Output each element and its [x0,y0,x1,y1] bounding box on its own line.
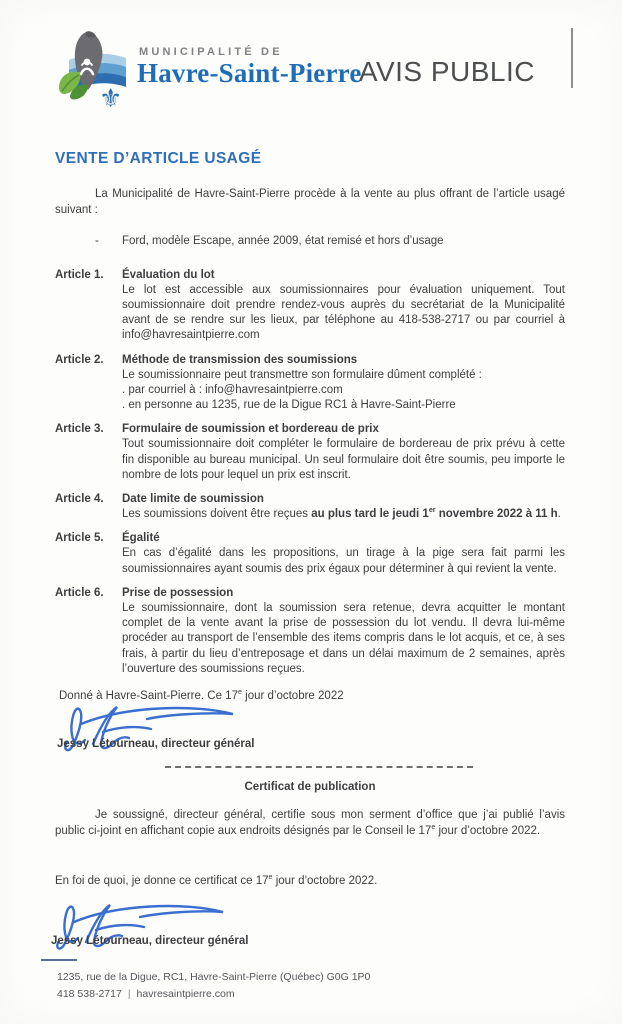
article-label: Article 3. [55,423,104,436]
article-2 [55,353,565,414]
notice-title: VENTE D’ARTICLE USAGÉ [55,150,262,167]
deadline-bold-part1: au plus tard le jeudi 1 [311,508,429,521]
article-body-line: . en personne au 1235, rue de la Digue RC1 à Havre-Saint-Pierre [122,399,456,412]
article-5 [55,531,565,577]
article-body: Le lot est accessible aux soumissionnaires pour évaluation uniquement. Tout soumissionnaire doit prendre rendez-vous auprès du secrétariat de la Municipalité avant de se rendre sur les lieux, par téléphone au 418-538-2717 ou par courriel à info@havresaintpierre.com [122,283,565,342]
article-3 [55,422,565,483]
footer-phone: 418 538-2717 [57,987,122,1000]
article-heading: Date limite de soumission [122,492,264,505]
item-bullet-line [55,235,565,247]
closing-text-end: jour d’octobre 2022. [272,875,378,888]
signatory-name: Jessy Létourneau, directeur général [51,935,249,948]
article-body: Le soumissionnaire, dont la soumission sera retenue, devra acquitter le montant complet de la vente avant la prise de possession du lot vendu. Il devra lui-même procéder au transport de l’ensemble des items compris dans le lot acquis, et ce, à ses frais, à partir du lieu d’entreposage et dans un délai maximum de 2 semaines, après l’ouverture des soumissions reçues. [122,601,565,675]
footer-website: havresaintpierre.com [136,987,235,1000]
given-at-line [59,690,565,702]
closing-superscript: e [268,873,273,882]
article-label: Article 4. [55,492,104,505]
given-superscript: e [237,688,242,697]
logo-wordmark [137,30,362,87]
deadline-period: . [557,508,561,521]
certificate-text: Je soussigné, directeur général, certifie sous mon serment d’office que j’ai publié l’avis public ci-joint en affichant copie aux endroits désignés par le Conseil le 17 [55,808,565,837]
intro-paragraph: La Municipalité de Havre-Saint-Pierre procède à la vente au plus offrant de l’article usagé suivant : [55,188,565,216]
signature-block-1 [55,704,565,756]
certificate-closing-line [55,875,565,887]
article-label: Article 2. [55,353,104,366]
article-1 [55,268,565,344]
footer-rule [41,959,77,961]
article-heading: Évaluation du lot [122,268,215,281]
article-label: Article 5. [55,532,104,545]
deadline-superscript: er [428,506,436,515]
municipality-emblem-icon [55,30,129,114]
given-text: Donné à Havre-Saint-Pierre. Ce 17 [59,689,238,702]
article-body: En cas d’égalité dans les propositions, un tirage à la pige sera fait parmi les soumissionnaires ayant soumis des prix égaux pour déterminer à qui revient la vente. [122,547,565,575]
fleur-de-lis-icon: ⚜ [99,83,123,113]
footer-address: 1235, rue de la Digue, RC1, Havre-Saint-Pierre (Québec) G0G 1P0 [57,971,371,984]
dashed-separator [165,766,473,768]
bullet-dash: - [95,234,99,247]
deadline-text-bold [311,508,557,520]
article-heading: Méthode de transmission des soumissions [122,353,358,366]
article-body-line: Le soumissionnaire peut transmettre son formulaire dûment complété : [122,368,482,381]
article-heading: Prise de possession [122,586,234,599]
given-text-end: jour d’octobre 2022 [241,689,344,702]
article-heading: Égalité [122,532,160,545]
articles-section [55,268,565,677]
deadline-text-normal: Les soumissions doivent être reçues [122,508,312,521]
item-description: Ford, modèle Escape, année 2009, état remisé et hors d’usage [122,234,444,247]
article-body [122,507,565,522]
certificate-heading: Certificat de publication [244,780,376,793]
document-header [55,30,565,114]
header-vertical-rule [571,28,573,88]
logo-org-line: MUNICIPALITÉ DE [139,46,283,58]
footer-contact-line [40,986,560,1002]
article-6 [55,586,565,677]
certificate-paragraph [55,807,565,839]
article-4 [55,492,565,522]
article-label: Article 1. [55,268,104,281]
signature-block-2 [49,901,565,953]
article-label: Article 6. [55,586,104,599]
logo-municipality-name: Havre-Saint-Pierre [137,58,362,88]
closing-text: En foi de quoi, je donne ce certificat ce 17 [55,875,269,888]
article-body-line: . par courriel à : info@havresaintpierre.com [122,383,343,396]
document-footer [40,959,560,1002]
signatory-name: Jessy Létourneau, directeur général [57,737,255,750]
certificate-text-end: jour d’octobre 2022. [435,824,541,837]
footer-separator: | [127,987,131,1000]
doc-type-heading: AVIS PUBLIC [358,56,535,87]
article-heading: Formulaire de soumission et bordereau de prix [122,423,379,436]
article-body: Tout soumissionnaire doit compléter le formulaire de bordereau de prix prévu à cette fin disponible au bureau municipal. Un seul formulaire doit être soumis, peu importe le nombre de lots pour lequel un prix est inscrit. [122,438,565,481]
deadline-bold-part2: novembre 2022 à 11 h [435,508,558,521]
certificate-superscript: e [431,823,436,832]
